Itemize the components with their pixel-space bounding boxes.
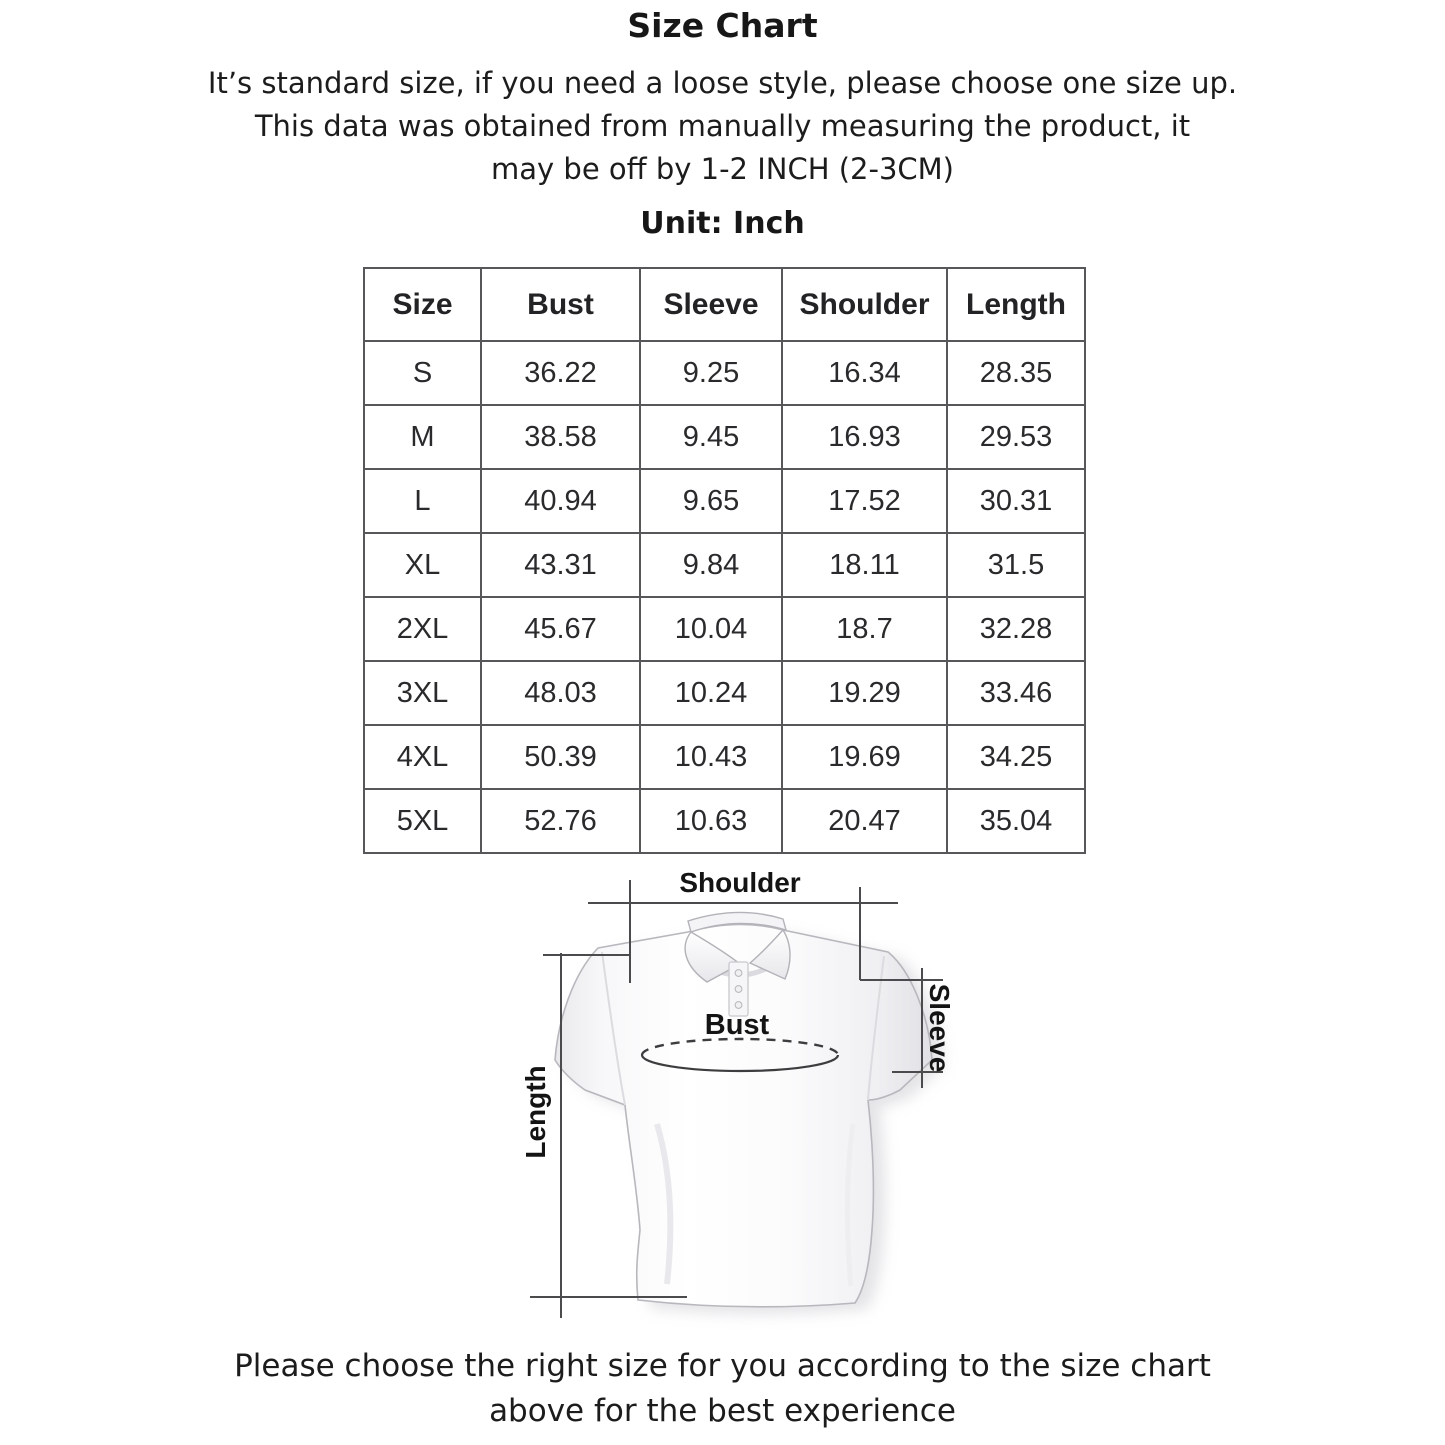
note-line-1: It’s standard size, if you need a loose style, please choose one size up. <box>207 66 1238 100</box>
table-cell: 38.58 <box>481 405 640 469</box>
table-cell: L <box>364 469 481 533</box>
table-cell: 17.52 <box>782 469 947 533</box>
table-cell: 9.84 <box>640 533 782 597</box>
table-cell: 10.24 <box>640 661 782 725</box>
table-cell: 10.04 <box>640 597 782 661</box>
table-row-5xl <box>364 789 1085 853</box>
size-table-head-row <box>364 268 1085 341</box>
table-cell: 36.22 <box>481 341 640 405</box>
table-cell: 48.03 <box>481 661 640 725</box>
length-label: Length <box>520 1065 551 1159</box>
table-row-2xl <box>364 597 1085 661</box>
column-header-size: Size <box>364 268 481 341</box>
button <box>735 1002 742 1009</box>
table-cell: 35.04 <box>947 789 1085 853</box>
table-cell: S <box>364 341 481 405</box>
table-cell: 50.39 <box>481 725 640 789</box>
size-table-body <box>364 341 1085 853</box>
page-title: Size Chart <box>627 6 818 45</box>
table-cell: 9.45 <box>640 405 782 469</box>
column-header-shoulder: Shoulder <box>782 268 947 341</box>
table-cell: 20.47 <box>782 789 947 853</box>
size-note <box>0 62 1445 191</box>
shoulder-label: Shoulder <box>679 867 801 898</box>
measurement-diagram <box>505 862 975 1332</box>
table-cell: 16.34 <box>782 341 947 405</box>
note-line-3: may be off by 1-2 INCH (2-3CM) <box>491 152 954 186</box>
table-cell: 10.63 <box>640 789 782 853</box>
table-cell: 19.69 <box>782 725 947 789</box>
column-header-bust: Bust <box>481 268 640 341</box>
table-row-m <box>364 405 1085 469</box>
table-row-3xl <box>364 661 1085 725</box>
table-cell: 18.7 <box>782 597 947 661</box>
table-cell: 28.35 <box>947 341 1085 405</box>
table-cell: 43.31 <box>481 533 640 597</box>
table-cell: 19.29 <box>782 661 947 725</box>
table-row-s <box>364 341 1085 405</box>
footer-line-2: above for the best experience <box>489 1393 956 1429</box>
table-cell: 4XL <box>364 725 481 789</box>
table-cell: 16.93 <box>782 405 947 469</box>
table-cell: 9.25 <box>640 341 782 405</box>
table-row-4xl <box>364 725 1085 789</box>
table-row-l <box>364 469 1085 533</box>
table-cell: M <box>364 405 481 469</box>
table-cell: 3XL <box>364 661 481 725</box>
table-cell: 34.25 <box>947 725 1085 789</box>
table-cell: 40.94 <box>481 469 640 533</box>
table-cell: 18.11 <box>782 533 947 597</box>
table-cell: 10.43 <box>640 725 782 789</box>
table-cell: 2XL <box>364 597 481 661</box>
table-cell: 52.76 <box>481 789 640 853</box>
table-cell: 32.28 <box>947 597 1085 661</box>
button <box>735 970 742 977</box>
sleeve-label: Sleeve <box>924 983 955 1073</box>
unit-label: Unit: Inch <box>640 206 805 241</box>
polo-shirt-diagram-svg <box>505 862 975 1332</box>
button <box>735 986 742 993</box>
table-row-xl <box>364 533 1085 597</box>
footer-line-1: Please choose the right size for you according to the size chart <box>234 1348 1211 1384</box>
size-chart-table <box>363 267 1086 854</box>
table-cell: 30.31 <box>947 469 1085 533</box>
column-header-length: Length <box>947 268 1085 341</box>
column-header-sleeve: Sleeve <box>640 268 782 341</box>
bust-label: Bust <box>704 1009 770 1041</box>
table-cell: 31.5 <box>947 533 1085 597</box>
table-cell: 45.67 <box>481 597 640 661</box>
table-cell: 9.65 <box>640 469 782 533</box>
table-cell: 29.53 <box>947 405 1085 469</box>
table-cell: 5XL <box>364 789 481 853</box>
table-cell: XL <box>364 533 481 597</box>
footer-note <box>0 1344 1445 1434</box>
table-cell: 33.46 <box>947 661 1085 725</box>
note-line-2: This data was obtained from manually measuring the product, it <box>254 109 1191 143</box>
